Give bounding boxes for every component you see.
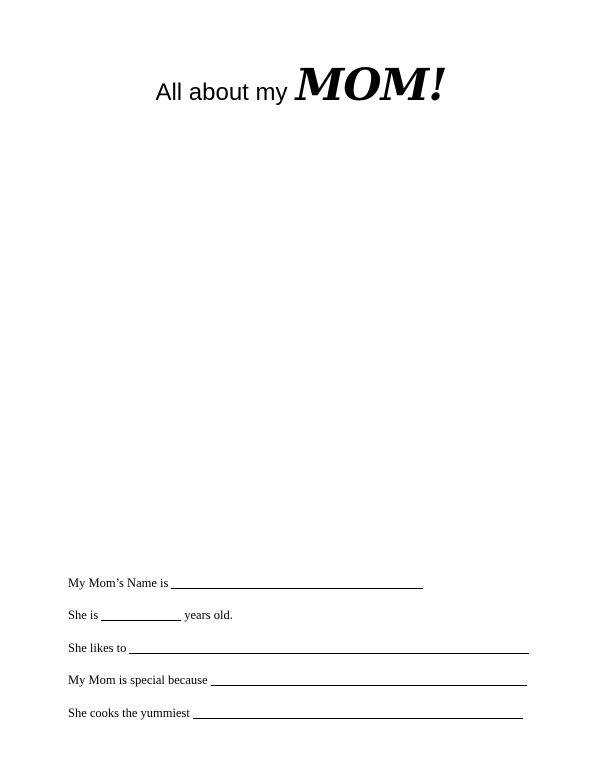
prompt-special <box>68 656 538 689</box>
age-blank[interactable] <box>101 608 181 621</box>
prompt-likes <box>68 623 538 656</box>
fill-in-lines <box>68 558 538 721</box>
likes-blank[interactable] <box>129 641 529 654</box>
title-prefix: All about my <box>155 79 288 106</box>
prompt-cooks <box>68 688 538 721</box>
page-title <box>0 60 602 111</box>
special-blank[interactable] <box>211 673 527 686</box>
prompt-name-label: My Mom’s Name is <box>68 575 169 590</box>
prompt-age-suffix: years old. <box>184 608 233 622</box>
prompt-name <box>68 558 538 591</box>
prompt-likes-label: She likes to <box>68 640 127 655</box>
title-emphasis: MOM! <box>295 60 447 111</box>
prompt-special-label: My Mom is special because <box>68 673 208 687</box>
prompt-cooks-label: She cooks the yummiest <box>68 705 190 720</box>
cooks-blank[interactable] <box>193 706 523 719</box>
name-blank[interactable] <box>171 576 423 589</box>
prompt-age-label: She is <box>68 608 99 622</box>
prompt-age <box>68 591 538 624</box>
